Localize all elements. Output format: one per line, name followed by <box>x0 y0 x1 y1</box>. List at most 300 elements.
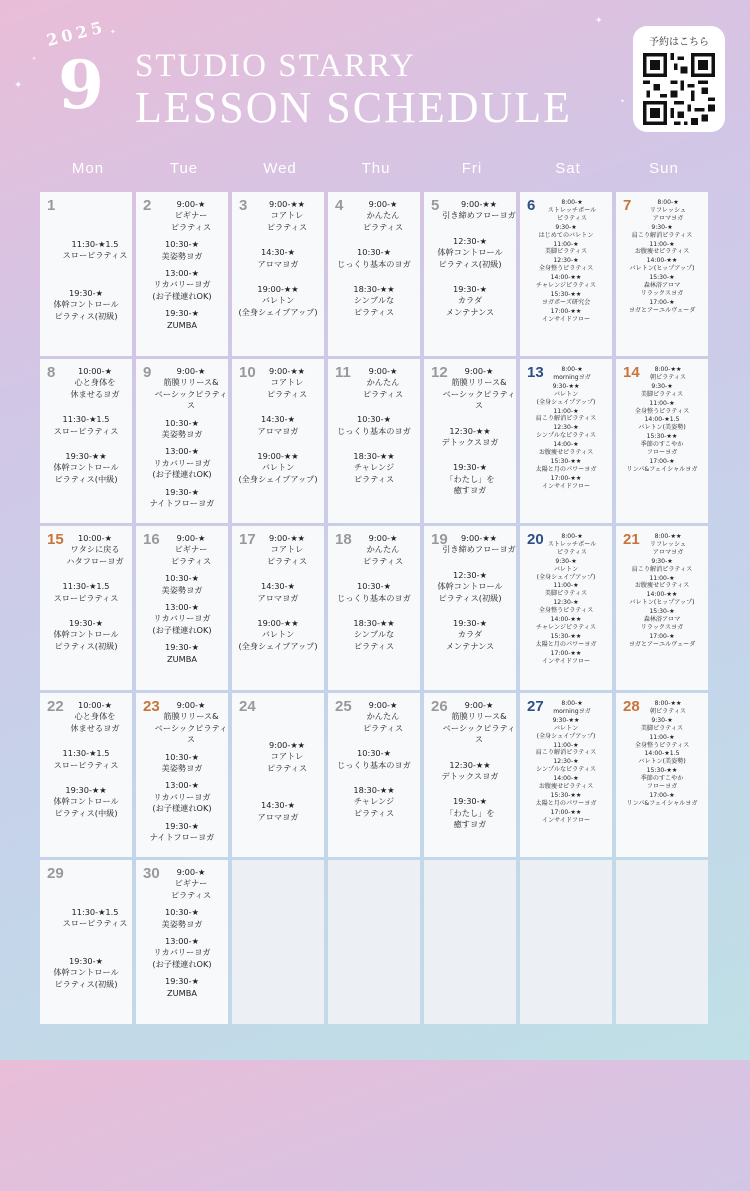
lesson-list <box>136 533 228 688</box>
lesson-time: 11:00-★ <box>553 407 579 415</box>
lesson-name: カラダ メンテナンス <box>445 295 495 317</box>
lesson-name: 肩こり解消ピラティス <box>631 565 693 573</box>
lesson-name: コアトレ ピラティス <box>266 377 308 399</box>
lesson-name: ZUMBA <box>167 653 197 664</box>
lesson-item[interactable] <box>616 608 708 632</box>
lesson-time: 10:00-★ <box>78 533 112 543</box>
lesson-item[interactable] <box>424 618 516 652</box>
lesson-item[interactable] <box>616 274 708 298</box>
calendar-day[interactable] <box>136 192 228 356</box>
lesson-item[interactable] <box>136 533 228 567</box>
lesson-name: ZUMBA <box>167 987 197 998</box>
lesson-item[interactable] <box>424 462 516 496</box>
lesson-item[interactable] <box>520 274 612 290</box>
lesson-name: インサイドフロー <box>541 315 591 323</box>
calendar-day[interactable] <box>328 192 420 356</box>
lesson-item[interactable] <box>40 414 132 437</box>
calendar-day[interactable] <box>136 693 228 857</box>
lesson-item[interactable] <box>232 199 324 233</box>
calendar-day[interactable] <box>520 192 612 356</box>
lesson-item[interactable] <box>136 308 228 331</box>
lesson-time: 19:00-★★ <box>257 451 299 462</box>
lesson-item[interactable] <box>520 383 612 407</box>
lesson-list <box>136 867 228 1022</box>
lesson-time: 10:30-★ <box>357 581 391 592</box>
day-number: 17 <box>239 531 256 548</box>
lesson-item[interactable] <box>520 650 612 666</box>
day-number: 20 <box>527 531 544 548</box>
lesson-item[interactable] <box>232 533 324 567</box>
lesson-item[interactable] <box>136 867 228 901</box>
year-label: 2025 <box>44 16 108 51</box>
lesson-time: 14:00-★★ <box>550 616 582 624</box>
calendar-day[interactable] <box>40 192 132 356</box>
lesson-item[interactable] <box>616 717 708 733</box>
lesson-time: 9:00-★★ <box>460 199 498 209</box>
lesson-item[interactable] <box>136 821 228 844</box>
lesson-item[interactable] <box>232 414 324 437</box>
lesson-item[interactable] <box>40 700 132 734</box>
lesson-list <box>40 199 132 354</box>
calendar-day[interactable] <box>520 693 612 857</box>
lesson-item[interactable] <box>520 742 612 758</box>
lesson-time: 13:00-★ <box>165 446 199 457</box>
lesson-item[interactable] <box>40 907 132 930</box>
lesson-time: 9:30-★ <box>651 223 673 231</box>
lesson-time: 10:30-★ <box>165 907 199 918</box>
day-number: 12 <box>431 364 448 381</box>
lesson-name: かんたん ピラティス <box>362 377 404 399</box>
lesson-list <box>40 867 132 1022</box>
qr-card[interactable] <box>633 26 725 132</box>
lesson-time: 9:30-★ <box>651 382 673 390</box>
calendar-day[interactable] <box>424 693 516 857</box>
lesson-list <box>232 533 324 688</box>
lesson-name: ビギナー ピラティス <box>170 878 212 900</box>
lesson-name: ZUMBA <box>167 319 197 330</box>
calendar-day[interactable] <box>232 359 324 523</box>
calendar-day[interactable] <box>328 359 420 523</box>
lesson-item[interactable] <box>328 581 420 604</box>
lesson-item[interactable] <box>328 785 420 819</box>
lesson-item[interactable] <box>136 487 228 510</box>
calendar-day[interactable] <box>40 693 132 857</box>
lesson-item[interactable] <box>232 800 324 823</box>
lesson-list <box>328 199 420 354</box>
lesson-item[interactable] <box>424 236 516 270</box>
lesson-item[interactable] <box>520 809 612 825</box>
lesson-item[interactable] <box>424 700 516 746</box>
calendar-day[interactable] <box>136 860 228 1024</box>
lesson-item[interactable] <box>616 299 708 315</box>
lesson-time: 10:30-★ <box>165 751 199 762</box>
lesson-name: 朝ピラティス <box>649 707 687 715</box>
lesson-time: 11:30-★1.5 <box>62 414 110 425</box>
lesson-time: 11:30-★1.5 <box>62 581 110 592</box>
lesson-item[interactable] <box>520 199 612 223</box>
lesson-time: 11:00-★ <box>649 399 675 407</box>
calendar-day[interactable] <box>616 526 708 690</box>
lesson-time: 19:30-★ <box>165 308 199 319</box>
calendar-day[interactable] <box>232 526 324 690</box>
lesson-name: チャレンジピラティス <box>536 282 596 290</box>
lesson-item[interactable] <box>40 239 132 262</box>
lesson-item[interactable] <box>424 570 516 604</box>
lesson-name: ヨガとアーユルヴェーダ <box>628 306 696 314</box>
lesson-time: 9:00-★★ <box>268 533 306 543</box>
lesson-name: 引き締めフローヨガ <box>442 210 516 221</box>
day-number: 16 <box>143 531 160 548</box>
lesson-name: 肩こり解消ピラティス <box>535 415 597 423</box>
lesson-item[interactable] <box>40 533 132 567</box>
lesson-item[interactable] <box>616 700 708 716</box>
lesson-time: 9:00-★ <box>464 700 494 710</box>
lesson-item[interactable] <box>616 750 708 766</box>
lesson-time: 13:00-★ <box>165 602 199 613</box>
day-number: 13 <box>527 364 544 381</box>
lesson-time: 8:00-★★ <box>654 533 682 540</box>
lesson-time: 17:00-★★ <box>550 649 582 657</box>
lesson-time: 9:00-★ <box>368 700 398 710</box>
lesson-item[interactable] <box>328 533 420 567</box>
calendar-day-empty <box>232 860 324 1024</box>
lesson-item[interactable] <box>616 458 708 474</box>
lesson-name: じっくり基本のヨガ <box>337 592 411 603</box>
lesson-time: 19:30-★ <box>453 462 487 473</box>
lesson-time: 14:00-★ <box>553 441 579 449</box>
lesson-name: スローピラティス <box>62 250 128 261</box>
lesson-item[interactable] <box>520 582 612 598</box>
lesson-item[interactable] <box>232 284 324 318</box>
day-number: 23 <box>143 698 160 715</box>
lesson-time: 10:00-★ <box>78 366 112 376</box>
day-number: 22 <box>47 698 64 715</box>
lesson-time: 8:00-★ <box>561 199 583 206</box>
qr-code-icon[interactable] <box>643 53 715 125</box>
day-number: 30 <box>143 865 160 882</box>
lesson-item[interactable] <box>136 366 228 412</box>
calendar-day-empty <box>520 860 612 1024</box>
lesson-time: 12:30-★ <box>553 257 579 265</box>
lesson-name: スローピラティス <box>53 759 119 770</box>
lesson-time: 9:00-★ <box>368 199 398 209</box>
lesson-item[interactable] <box>616 767 708 791</box>
lesson-name: じっくり基本のヨガ <box>337 759 411 770</box>
lesson-item[interactable] <box>424 760 516 783</box>
lesson-item[interactable] <box>520 792 612 808</box>
lesson-time: 11:00-★ <box>649 574 675 582</box>
lesson-time: 19:30-★ <box>453 796 487 807</box>
lesson-item[interactable] <box>328 284 420 318</box>
lesson-time: 12:30-★ <box>453 569 487 580</box>
calendar-day[interactable] <box>232 192 324 356</box>
lesson-name: お腹痩せピラティス <box>634 582 690 590</box>
lesson-name: じっくり基本のヨガ <box>337 425 411 436</box>
lesson-item[interactable] <box>616 533 708 557</box>
day-number: 14 <box>623 364 640 381</box>
lesson-name: リカバリーヨガ (お子様連れOK) <box>152 457 212 480</box>
lesson-item[interactable] <box>40 785 132 819</box>
lesson-item[interactable] <box>232 247 324 270</box>
lesson-item[interactable] <box>328 414 420 437</box>
weekday-sun: Sun <box>649 160 679 177</box>
lesson-item[interactable] <box>616 433 708 457</box>
lesson-name: リカバリーヨガ (お子様連れOK) <box>152 613 212 635</box>
lesson-name: チャレンジピラティス <box>536 623 596 631</box>
lesson-name: 体幹コントロール ピラティス(初級) <box>53 629 119 651</box>
lesson-item[interactable] <box>520 717 612 741</box>
lesson-item[interactable] <box>520 616 612 632</box>
lesson-item[interactable] <box>136 907 228 930</box>
qr-label: 予約はこちら <box>649 37 709 48</box>
lesson-list <box>616 366 708 521</box>
lesson-time: 19:30-★★ <box>65 785 107 796</box>
calendar-day[interactable] <box>136 526 228 690</box>
lesson-item[interactable] <box>40 366 132 400</box>
lesson-item[interactable] <box>520 458 612 474</box>
lesson-item[interactable] <box>40 956 132 990</box>
lesson-time: 10:00-★ <box>78 700 112 710</box>
lesson-item[interactable] <box>136 780 228 814</box>
lesson-time: 14:30-★ <box>261 414 295 425</box>
lesson-name: かんたん ピラティス <box>362 544 404 566</box>
lesson-time: 14:30-★ <box>261 800 295 811</box>
lesson-item[interactable] <box>520 633 612 649</box>
calendar-day[interactable] <box>328 693 420 857</box>
lesson-list <box>328 366 420 521</box>
lesson-item[interactable] <box>616 575 708 591</box>
lesson-item[interactable] <box>616 241 708 257</box>
lesson-item[interactable] <box>136 976 228 999</box>
lesson-name: 太陽と月のパワーヨガ <box>535 640 597 648</box>
calendar-day[interactable] <box>616 192 708 356</box>
lesson-time: 9:00-★ <box>176 533 206 543</box>
lesson-item[interactable] <box>616 224 708 240</box>
lesson-time: 17:00-★ <box>649 632 675 640</box>
lesson-name: かんたん ピラティス <box>362 210 404 232</box>
lesson-name: 筋膜リリース& ベーシックピラティス <box>154 377 228 411</box>
lesson-name: バレトン (全身シェイプアップ) <box>238 295 318 317</box>
lesson-time: 14:00-★1.5 <box>644 416 680 424</box>
lesson-name: 季節のすこやか フローヨガ <box>640 775 684 791</box>
day-number: 29 <box>47 865 64 882</box>
lesson-time: 9:00-★ <box>176 199 206 209</box>
lesson-item[interactable] <box>136 573 228 596</box>
lesson-item[interactable] <box>520 775 612 791</box>
lesson-time: 9:30-★★ <box>552 716 580 724</box>
lesson-item[interactable] <box>424 284 516 318</box>
lesson-time: 17:00-★ <box>649 457 675 465</box>
calendar-day[interactable] <box>40 526 132 690</box>
lesson-item[interactable] <box>424 199 516 222</box>
lesson-name: リンパ&フェイシャルヨガ <box>626 465 698 473</box>
lesson-time: 19:30-★ <box>165 976 199 987</box>
day-number: 6 <box>527 197 536 214</box>
calendar-day[interactable] <box>424 359 516 523</box>
lesson-item[interactable] <box>424 533 516 556</box>
lesson-item[interactable] <box>616 591 708 607</box>
lesson-time: 10:30-★ <box>357 414 391 425</box>
lesson-name: リンパ&フェイシャルヨガ <box>626 799 698 807</box>
lesson-item[interactable] <box>232 740 324 774</box>
lesson-name: アロマヨガ <box>257 258 299 269</box>
lesson-item[interactable] <box>616 633 708 649</box>
lesson-item[interactable] <box>616 792 708 808</box>
lesson-time: 19:30-★ <box>69 618 103 629</box>
lesson-time: 9:00-★ <box>176 366 206 376</box>
lesson-item[interactable] <box>616 199 708 223</box>
lesson-time: 14:30-★ <box>261 581 295 592</box>
lesson-item[interactable] <box>136 268 228 302</box>
lesson-item[interactable] <box>232 581 324 604</box>
lesson-item[interactable] <box>520 366 612 382</box>
lesson-list <box>424 700 516 855</box>
lesson-item[interactable] <box>520 758 612 774</box>
lesson-list <box>424 199 516 354</box>
lesson-time: 19:00-★★ <box>257 618 299 629</box>
lesson-item[interactable] <box>136 239 228 262</box>
lesson-item[interactable] <box>136 199 228 233</box>
lesson-list <box>424 366 516 521</box>
lesson-time: 19:30-★ <box>69 955 103 966</box>
lesson-item[interactable] <box>40 748 132 771</box>
lesson-item[interactable] <box>616 383 708 399</box>
lesson-time: 19:00-★★ <box>257 284 299 295</box>
lesson-name: はじめてのバレトン <box>538 231 594 239</box>
calendar-day[interactable] <box>616 359 708 523</box>
lesson-name: コアトレ ピラティス <box>266 751 308 773</box>
lesson-item[interactable] <box>616 257 708 273</box>
lesson-name: 筋膜リリース& ベーシックピラティス <box>442 711 516 745</box>
calendar-day[interactable] <box>424 192 516 356</box>
calendar-day[interactable] <box>520 526 612 690</box>
lesson-item[interactable] <box>520 441 612 457</box>
lesson-item[interactable] <box>424 796 516 830</box>
lesson-item[interactable] <box>232 451 324 485</box>
lesson-item[interactable] <box>616 558 708 574</box>
calendar-day[interactable] <box>40 359 132 523</box>
calendar-day[interactable] <box>520 359 612 523</box>
lesson-item[interactable] <box>40 581 132 604</box>
lesson-item[interactable] <box>136 418 228 441</box>
lesson-item[interactable] <box>232 618 324 652</box>
lesson-name: ヨガポーズ研究会 <box>541 298 591 306</box>
lesson-item[interactable] <box>520 241 612 257</box>
lesson-item[interactable] <box>424 366 516 412</box>
lesson-name: 全身整うピラティス <box>538 607 594 615</box>
calendar-day[interactable] <box>136 359 228 523</box>
lesson-list <box>520 533 612 688</box>
calendar-day[interactable] <box>232 693 324 857</box>
lesson-item[interactable] <box>40 451 132 485</box>
calendar-day-empty <box>328 860 420 1024</box>
calendar-day-empty <box>616 860 708 1024</box>
lesson-item[interactable] <box>136 642 228 665</box>
lesson-name: 全身整うピラティス <box>634 741 690 749</box>
lesson-item[interactable] <box>616 416 708 432</box>
lesson-item[interactable] <box>40 288 132 322</box>
lesson-time: 14:00-★1.5 <box>644 750 680 758</box>
lesson-item[interactable] <box>616 366 708 382</box>
lesson-item[interactable] <box>520 475 612 491</box>
lesson-item[interactable] <box>616 400 708 416</box>
lesson-item[interactable] <box>136 700 228 746</box>
calendar-day[interactable] <box>616 693 708 857</box>
lesson-time: 9:00-★ <box>176 867 206 877</box>
lesson-item[interactable] <box>328 748 420 771</box>
lesson-item[interactable] <box>136 752 228 775</box>
weekday-thu: Thu <box>361 160 391 177</box>
lesson-item[interactable] <box>424 426 516 449</box>
lesson-time: 8:00-★ <box>561 366 583 373</box>
lesson-item[interactable] <box>520 257 612 273</box>
lesson-item[interactable] <box>136 602 228 636</box>
lesson-time: 8:00-★ <box>657 199 679 206</box>
lesson-item[interactable] <box>328 618 420 652</box>
lesson-list <box>616 199 708 354</box>
lesson-item[interactable] <box>328 199 420 233</box>
lesson-list <box>136 199 228 354</box>
lesson-item[interactable] <box>520 558 612 582</box>
lesson-item[interactable] <box>40 618 132 652</box>
lesson-name: 肩こり解消ピラティス <box>631 231 693 239</box>
lesson-item[interactable] <box>328 700 420 734</box>
day-number: 24 <box>239 698 256 715</box>
lesson-item[interactable] <box>136 446 228 480</box>
calendar-day[interactable] <box>328 526 420 690</box>
lesson-item[interactable] <box>520 308 612 324</box>
lesson-name: 全身整うピラティス <box>634 407 690 415</box>
lesson-name: morningヨガ <box>553 707 591 715</box>
lesson-item[interactable] <box>520 424 612 440</box>
calendar-day[interactable] <box>40 860 132 1024</box>
lesson-name: バレトン(美姿勢) <box>638 424 686 432</box>
lesson-item[interactable] <box>616 734 708 750</box>
lesson-item[interactable] <box>520 599 612 615</box>
calendar-day[interactable] <box>424 526 516 690</box>
lesson-list <box>40 700 132 855</box>
lesson-name: チャレンジ ピラティス <box>353 796 395 818</box>
lesson-item[interactable] <box>232 366 324 400</box>
lesson-item[interactable] <box>328 366 420 400</box>
lesson-time: 19:30-★ <box>453 618 487 629</box>
lesson-time: 8:00-★★ <box>654 700 682 707</box>
lesson-item[interactable] <box>328 451 420 485</box>
lesson-list <box>40 533 132 688</box>
lesson-time: 13:00-★ <box>165 936 199 947</box>
lesson-name: 体幹コントロール ピラティス(中級) <box>53 796 119 818</box>
lesson-item[interactable] <box>520 533 612 557</box>
lesson-name: 「わたし」を 癒すヨガ <box>445 473 495 496</box>
lesson-name: アロマヨガ <box>257 811 299 822</box>
lesson-item[interactable] <box>520 700 612 716</box>
lesson-time: 12:30-★ <box>553 424 579 432</box>
lesson-name: 美姿勢ヨガ <box>161 763 203 774</box>
lesson-item[interactable] <box>520 408 612 424</box>
lesson-name: お腹痩せピラティス <box>538 783 594 791</box>
lesson-name: ナイトフローヨガ <box>149 832 215 843</box>
weekday-fri: Fri <box>461 160 483 177</box>
lesson-time: 15:30-★★ <box>646 433 678 441</box>
lesson-name: ビギナー ピラティス <box>170 210 212 232</box>
lesson-item[interactable] <box>136 936 228 970</box>
day-number: 4 <box>335 197 344 214</box>
lesson-item[interactable] <box>520 291 612 307</box>
lesson-time: 9:00-★ <box>368 533 398 543</box>
lesson-item[interactable] <box>328 247 420 270</box>
lesson-item[interactable] <box>520 224 612 240</box>
lesson-time: 18:30-★★ <box>353 451 395 462</box>
